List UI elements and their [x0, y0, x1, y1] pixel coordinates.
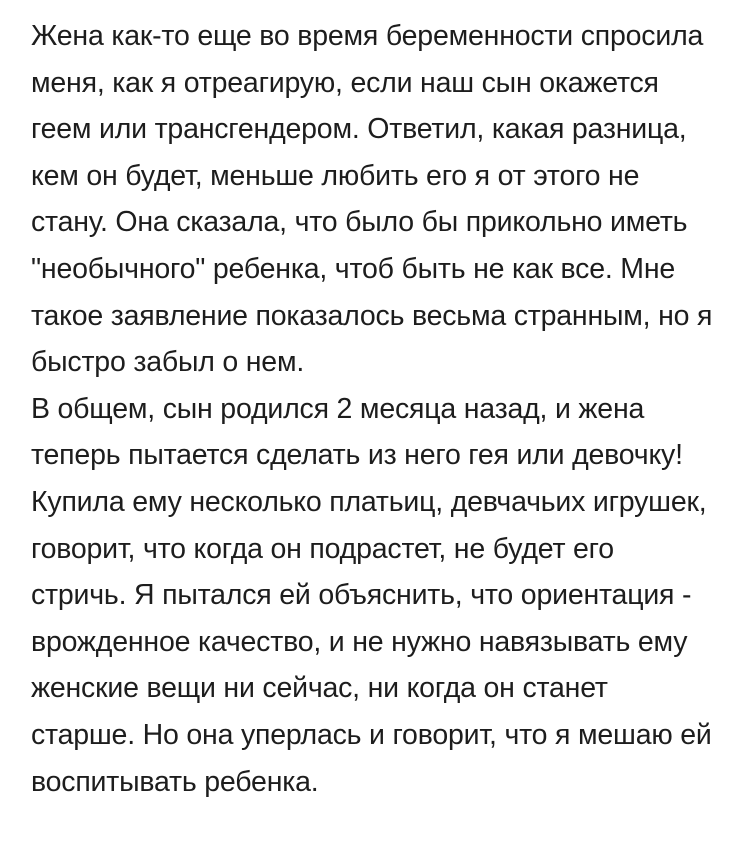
- text-line: говорит, что когда он подрастет, не будет его: [31, 532, 614, 565]
- text-line: воспитывать ребенка.: [31, 765, 319, 798]
- text-line: В общем, сын родился 2 месяца назад, и жена: [31, 392, 645, 425]
- text-line: такое заявление показалось весьма странным, но я: [31, 299, 713, 332]
- text-line: стану. Она сказала, что было бы прикольно иметь: [31, 206, 688, 239]
- text-line: врожденное качество, и не нужно навязывать ему: [31, 625, 688, 658]
- text-line: геем или трансгендером. Ответил, какая разница,: [31, 113, 687, 146]
- text-line: старше. Но она уперлась и говорит, что я мешаю ей: [31, 718, 712, 751]
- story-text-block: [31, 13, 730, 805]
- text-line: "необычного" ребенка, чтоб быть не как все. Мне: [31, 252, 676, 285]
- text-line: теперь пытается сделать из него гея или девочку!: [31, 439, 683, 472]
- text-line: Купила ему несколько платьиц, девчачьих игрушек,: [31, 485, 707, 518]
- text-line: женские вещи ни сейчас, ни когда он станет: [31, 672, 608, 705]
- text-line: стричь. Я пытался ей объяснить, что ориентация -: [31, 579, 692, 612]
- text-line: кем он будет, меньше любить его я от этого не: [31, 159, 640, 192]
- text-line: быстро забыл о нем.: [31, 346, 305, 379]
- text-line: меня, как я отреагирую, если наш сын окажется: [31, 66, 659, 99]
- text-line: Жена как-то еще во время беременности спросила: [31, 20, 704, 52]
